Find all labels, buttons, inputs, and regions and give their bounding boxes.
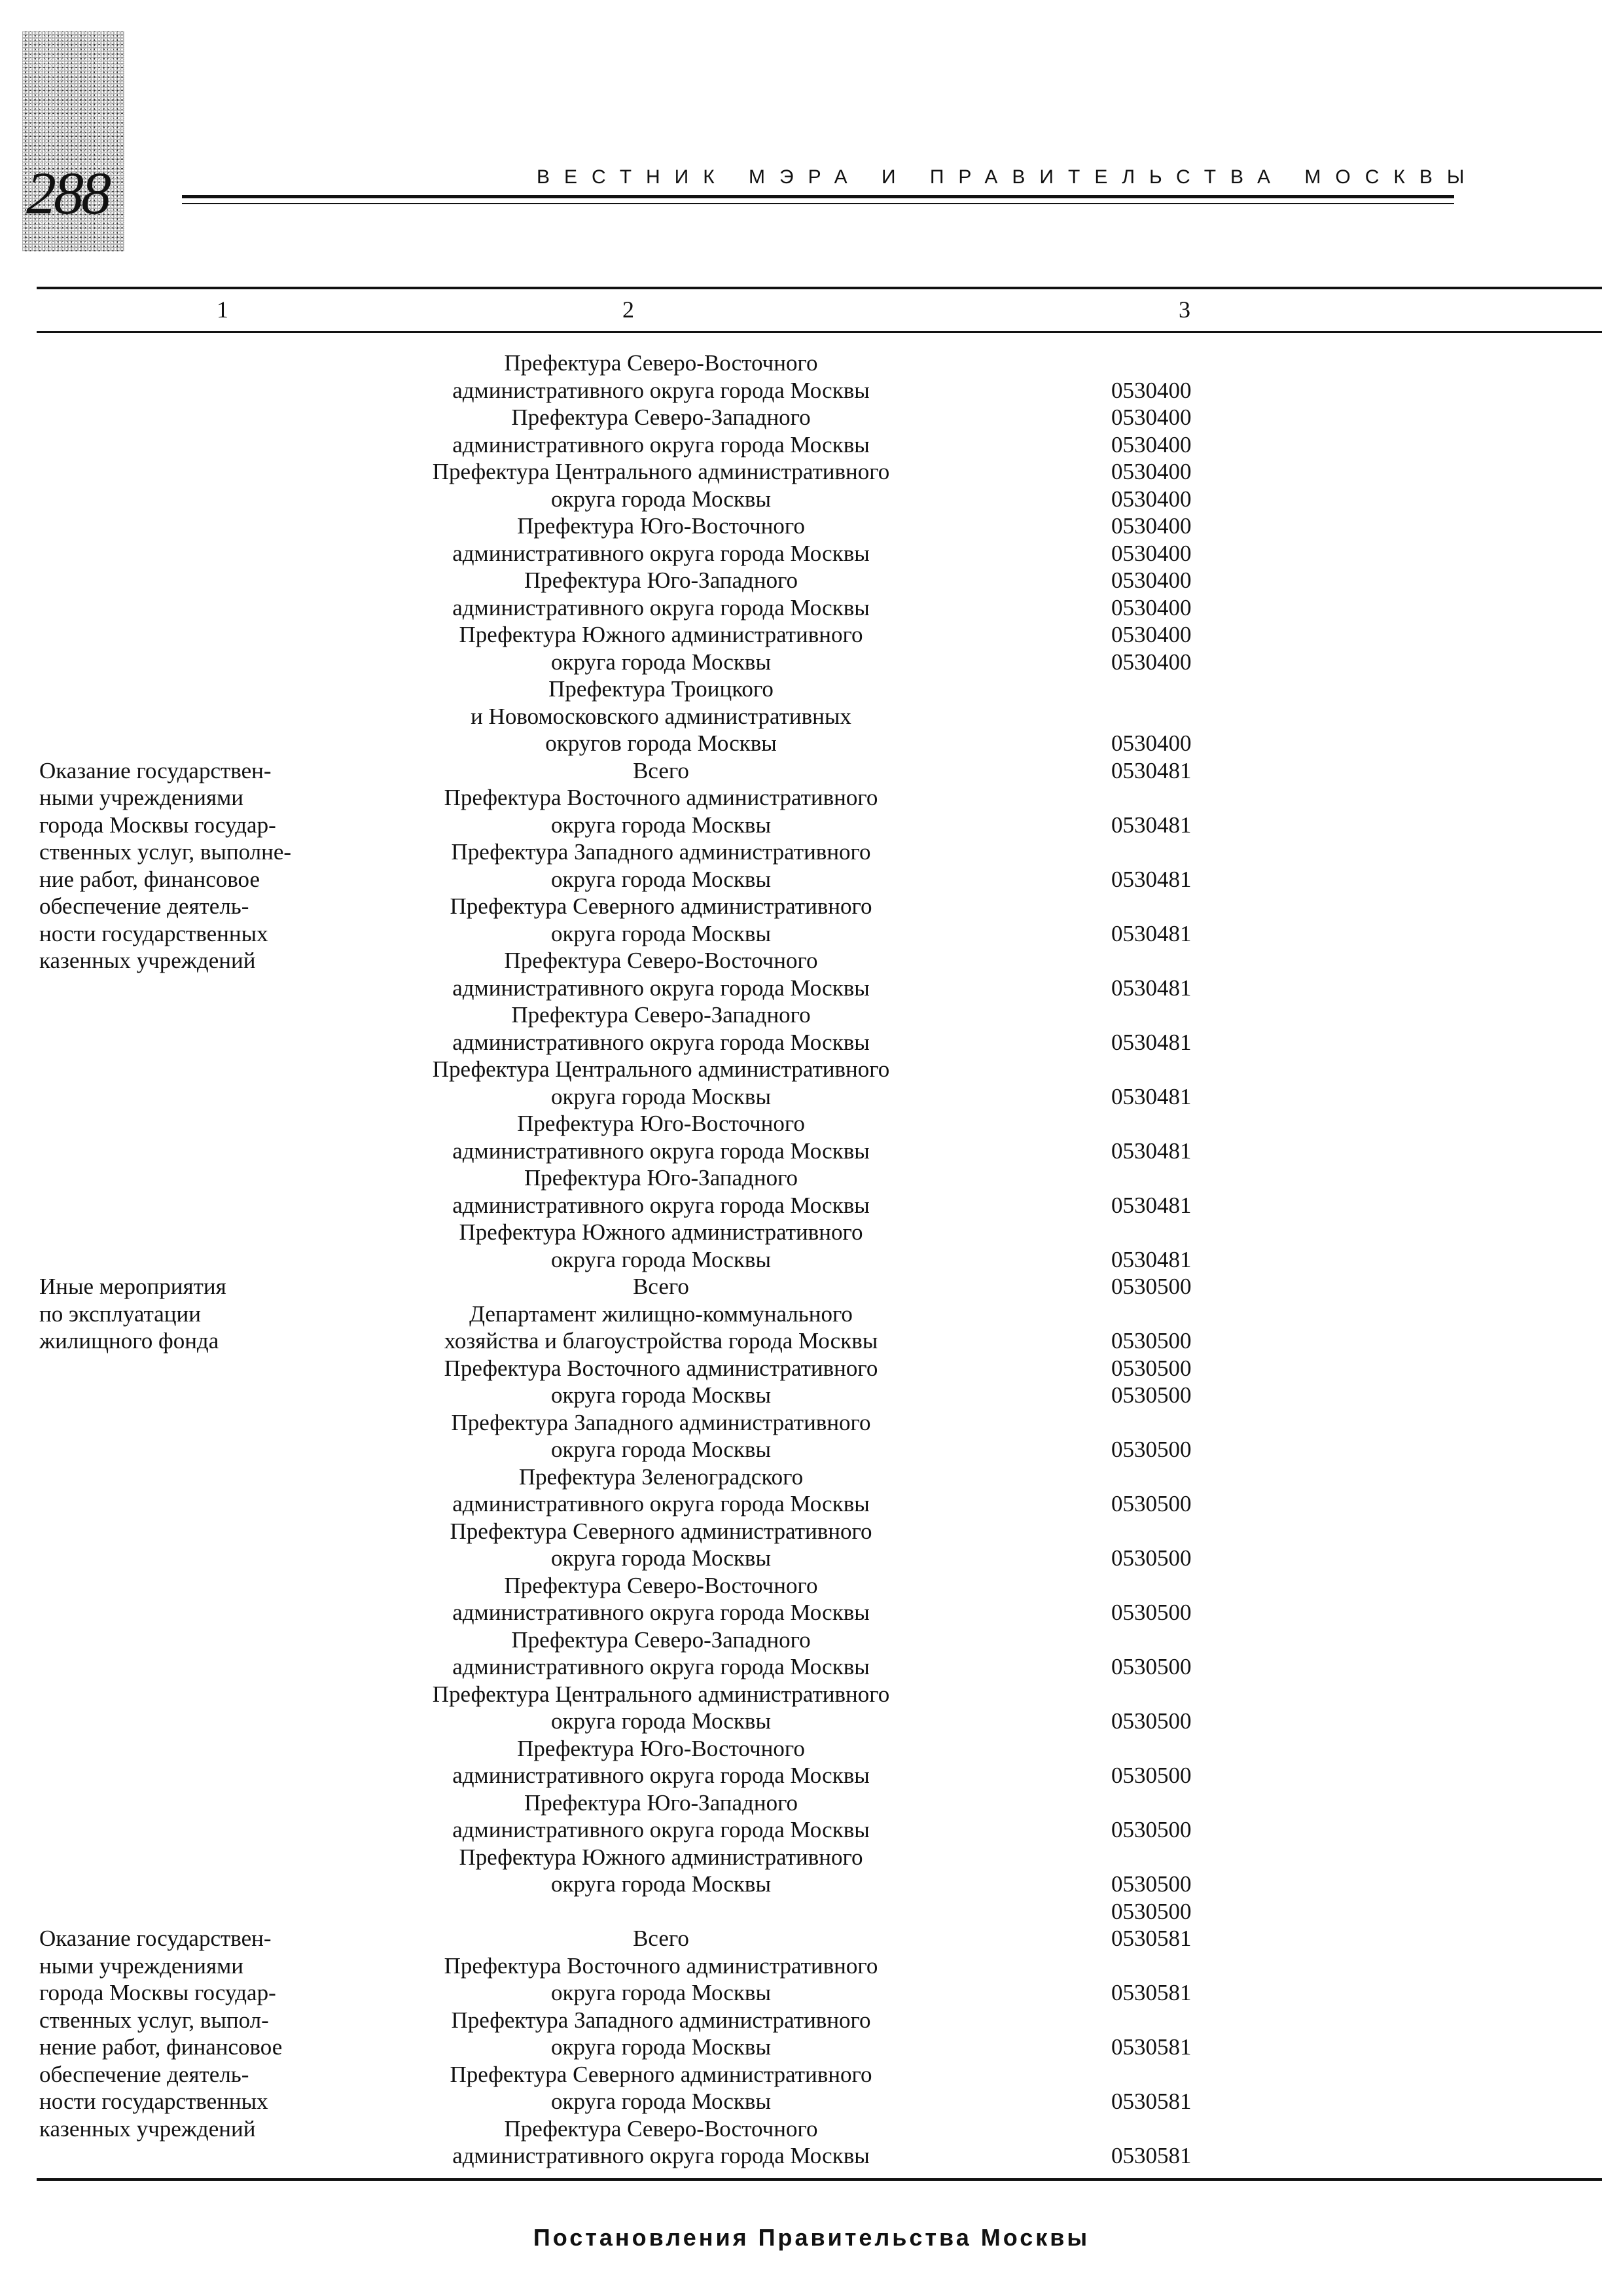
row-code-cell: 0530400 <box>1111 730 1192 756</box>
row-description-cell: города Москвы государ- <box>39 1980 276 2005</box>
row-code-cell: 0530500 <box>1111 1328 1192 1354</box>
row-code-cell: 0530400 <box>1111 622 1192 647</box>
table-row <box>39 649 1597 676</box>
row-code-cell: 0530400 <box>1111 486 1192 512</box>
row-code-cell: 0530400 <box>1111 431 1192 457</box>
row-code-cell: 0530400 <box>1111 594 1192 620</box>
row-code-cell: 0530481 <box>1111 1246 1192 1272</box>
row-description-cell: ности государственных <box>39 920 268 946</box>
row-organization-cell: округа города Москвы <box>551 2034 771 2060</box>
row-code-cell <box>1111 350 1281 377</box>
table-row <box>39 2115 1597 2143</box>
row-organization-cell: Префектура Южного административного <box>459 1219 863 1245</box>
table-row <box>39 1001 1597 1029</box>
row-organization-cell: Префектура Юго-Восточного <box>517 1735 805 1761</box>
row-organization-cell: округа города Москвы <box>551 649 771 675</box>
table-row <box>39 893 1597 920</box>
table-row <box>39 1653 1597 1681</box>
row-description-cell <box>39 540 327 567</box>
row-code-cell: 0530400 <box>1111 459 1192 484</box>
table-row <box>39 1083 1597 1111</box>
row-description-cell <box>39 594 327 622</box>
row-code-cell: 0530581 <box>1111 1980 1192 2005</box>
table-row <box>39 1681 1597 1708</box>
row-organization-cell: Префектура Северо-Западного <box>511 1626 811 1653</box>
row-organization-cell: округа города Москвы <box>551 486 771 512</box>
row-code-cell: 0530581 <box>1111 2034 1192 2060</box>
table-row <box>39 1300 1597 1328</box>
row-description-cell <box>39 1789 327 1817</box>
row-code-cell: 0530500 <box>1111 1898 1192 1924</box>
table-row <box>39 757 1597 785</box>
row-description-cell <box>39 404 327 431</box>
row-code-cell <box>1111 1110 1281 1138</box>
table-row <box>39 1844 1597 1871</box>
table-row <box>39 2142 1597 2170</box>
row-description-cell <box>39 1708 327 1735</box>
row-code-cell: 0530500 <box>1111 1817 1192 1842</box>
row-description-cell <box>39 1463 327 1491</box>
row-description-cell <box>39 1898 327 1926</box>
row-code-cell <box>1111 1735 1281 1763</box>
row-code-cell <box>1111 1952 1281 1980</box>
row-code-cell: 0530500 <box>1111 1654 1192 1679</box>
row-organization-cell: округа города Москвы <box>551 1980 771 2005</box>
table-row <box>39 621 1597 649</box>
row-code-cell: 0530481 <box>1111 1083 1192 1109</box>
row-organization-cell: округа города Москвы <box>551 2089 771 2114</box>
table-top-rule <box>37 287 1602 289</box>
row-organization-cell: административного округа города Москвы <box>452 1138 870 1164</box>
row-code-cell: 0530500 <box>1111 1708 1192 1734</box>
row-description-cell: обеспечение деятель- <box>39 893 249 919</box>
table-row <box>39 458 1597 486</box>
row-description-cell <box>39 1844 327 1871</box>
row-code-cell <box>1111 1518 1281 1545</box>
table-row <box>39 512 1597 540</box>
row-organization-cell: Префектура Зеленоградского <box>518 1463 804 1490</box>
row-code-cell: 0530500 <box>1111 1437 1192 1462</box>
row-description-cell: казенных учреждений <box>39 948 256 973</box>
row-description-cell <box>39 1518 327 1545</box>
table-row <box>39 1355 1597 1382</box>
table-row <box>39 486 1597 513</box>
row-code-cell: 0530500 <box>1111 1763 1192 1788</box>
row-organization-cell: административного округа города Москвы <box>452 2143 870 2168</box>
row-organization-cell: Префектура Центрального административного <box>432 1056 890 1082</box>
table-row <box>39 1029 1597 1056</box>
row-code-cell: 0530481 <box>1111 920 1192 946</box>
table-row <box>39 1463 1597 1491</box>
row-code-cell <box>1111 2115 1281 2143</box>
row-organization-cell: Всего <box>633 1274 689 1299</box>
row-code-cell: 0530581 <box>1111 1926 1192 1951</box>
row-description-cell: ности государственных <box>39 2089 268 2114</box>
row-code-cell <box>1111 838 1281 866</box>
row-organization-cell: округа города Москвы <box>551 1437 771 1462</box>
row-organization-cell: Префектура Северного административного <box>450 893 872 919</box>
row-organization-cell: округа города Москвы <box>551 1083 771 1109</box>
row-organization-cell: Префектура Юго-Западного <box>524 1789 798 1816</box>
row-organization-cell: округа города Москвы <box>551 866 771 892</box>
column-header-2: 2 <box>622 296 634 323</box>
table-row <box>39 1898 1597 1926</box>
row-description-cell <box>39 1029 327 1056</box>
table-row <box>39 1979 1597 2007</box>
row-organization-cell: административного округа города Москвы <box>452 1763 870 1788</box>
row-description-cell: ние работ, финансовое <box>39 866 260 892</box>
row-code-cell: 0530481 <box>1111 1138 1192 1164</box>
row-description-cell <box>39 1138 327 1165</box>
row-code-cell: 0530400 <box>1111 649 1192 675</box>
row-description-cell <box>39 649 327 676</box>
row-organization-cell: Префектура Юго-Восточного <box>517 1111 805 1136</box>
column-header-1: 1 <box>217 296 228 323</box>
row-description-cell <box>39 1219 327 1246</box>
row-description-cell <box>39 1056 327 1083</box>
table-row <box>39 350 1597 377</box>
row-organization-cell: Департамент жилищно-коммунального <box>469 1300 853 1327</box>
row-code-cell <box>1111 1219 1281 1246</box>
row-description-cell <box>39 2142 327 2170</box>
row-code-cell: 0530500 <box>1111 1382 1192 1408</box>
table-row <box>39 1056 1597 1083</box>
row-organization-cell: Префектура Центрального административного <box>432 1681 890 1707</box>
row-organization-cell: округа города Москвы <box>551 1382 771 1408</box>
table-row <box>39 1626 1597 1654</box>
row-description-cell <box>39 1626 327 1654</box>
row-organization-cell: административного округа города Москвы <box>452 540 870 566</box>
table-row <box>39 1816 1597 1844</box>
row-organization-cell: Всего <box>633 1926 689 1951</box>
row-organization-cell: Префектура Северного административного <box>450 1518 872 1544</box>
row-code-cell <box>1111 1626 1281 1654</box>
row-organization-cell: Префектура Юго-Западного <box>524 567 798 593</box>
row-description-cell: ственных услуг, выпол- <box>39 2007 269 2033</box>
row-code-cell: 0530400 <box>1111 567 1192 593</box>
footer-title: Постановления Правительства Москвы <box>533 2224 1090 2251</box>
row-organization-cell: округа города Москвы <box>551 1871 771 1897</box>
row-organization-cell: административного округа города Москвы <box>452 1817 870 1842</box>
row-description-cell <box>39 1871 327 1898</box>
row-code-cell: 0530481 <box>1111 1029 1192 1055</box>
row-description-cell: обеспечение деятель- <box>39 2061 249 2087</box>
row-organization-cell: Префектура Северо-Восточного <box>504 2115 818 2142</box>
row-organization-cell: Префектура Западного административного <box>451 839 871 865</box>
row-description-cell <box>39 567 327 594</box>
table-row <box>39 1246 1597 1274</box>
table-row <box>39 1545 1597 1572</box>
table-header-rule <box>37 331 1602 333</box>
table-row <box>39 1735 1597 1763</box>
table-row <box>39 431 1597 459</box>
row-organization-cell: административного округа города Москвы <box>452 1654 870 1679</box>
row-code-cell: 0530400 <box>1111 513 1192 539</box>
row-description-cell <box>39 431 327 459</box>
row-organization-cell: округа города Москвы <box>551 1246 771 1272</box>
row-code-cell: 0530500 <box>1111 1274 1192 1299</box>
table-row <box>39 1192 1597 1219</box>
row-organization-cell: округов города Москвы <box>545 730 777 756</box>
row-description-cell <box>39 1246 327 1274</box>
row-code-cell <box>1111 1572 1281 1600</box>
row-description-cell <box>39 1436 327 1463</box>
row-description-cell <box>39 975 327 1002</box>
row-code-cell <box>1111 893 1281 920</box>
row-code-cell <box>1111 703 1281 730</box>
table-row <box>39 812 1597 839</box>
row-description-cell <box>39 1653 327 1681</box>
table-body <box>39 350 1597 2170</box>
row-code-cell: 0530500 <box>1111 1600 1192 1625</box>
row-organization-cell: административного округа города Москвы <box>452 975 870 1001</box>
journal-title: ВЕСТНИК МЭРА И ПРАВИТЕЛЬСТВА МОСКВЫ <box>537 166 1479 188</box>
row-description-cell <box>39 1355 327 1382</box>
row-code-cell: 0530500 <box>1111 1355 1192 1381</box>
row-organization-cell: Префектура Троицкого <box>548 676 774 702</box>
table-row <box>39 2061 1597 2089</box>
row-organization-cell: Префектура Северо-Западного <box>511 404 811 430</box>
row-code-cell: 0530481 <box>1111 975 1192 1001</box>
row-code-cell <box>1111 1844 1281 1871</box>
table-row <box>39 866 1597 893</box>
row-description-cell <box>39 486 327 513</box>
row-description-cell <box>39 1110 327 1138</box>
table-row <box>39 377 1597 404</box>
row-description-cell <box>39 1192 327 1219</box>
row-description-cell <box>39 675 327 703</box>
row-description-cell <box>39 1083 327 1111</box>
table-row <box>39 1762 1597 1789</box>
table-row <box>39 730 1597 757</box>
row-code-cell <box>1111 1056 1281 1083</box>
table-row <box>39 1382 1597 1409</box>
row-description-cell: казенных учреждений <box>39 2115 256 2142</box>
table-row <box>39 2088 1597 2115</box>
table-row <box>39 675 1597 703</box>
row-code-cell <box>1111 1463 1281 1491</box>
row-organization-cell: Префектура Восточного административного <box>444 785 878 810</box>
row-organization-cell: административного округа города Москвы <box>452 431 870 457</box>
row-description-cell: нение работ, финансовое <box>39 2034 283 2060</box>
row-description-cell <box>39 350 327 377</box>
row-organization-cell: административного округа города Москвы <box>452 1192 870 1218</box>
row-description-cell <box>39 458 327 486</box>
row-code-cell: 0530400 <box>1111 404 1192 430</box>
table-row <box>39 1952 1597 1980</box>
header-rule-thin <box>182 203 1454 204</box>
row-code-cell: 0530581 <box>1111 2089 1192 2114</box>
row-description-cell <box>39 1409 327 1437</box>
row-organization-cell: административного округа города Москвы <box>452 1600 870 1625</box>
row-code-cell <box>1111 2007 1281 2034</box>
table-row <box>39 2007 1597 2034</box>
row-organization-cell: Префектура Центрального административного <box>432 459 890 484</box>
row-organization-cell: и Новомосковского административных <box>471 703 851 729</box>
table-row <box>39 947 1597 975</box>
row-code-cell <box>1111 2061 1281 2089</box>
row-description-cell <box>39 621 327 649</box>
table-row <box>39 1164 1597 1192</box>
table-row <box>39 594 1597 622</box>
table-row <box>39 1138 1597 1165</box>
row-organization-cell: Префектура Северо-Восточного <box>504 350 818 376</box>
row-organization-cell: округа города Москвы <box>551 812 771 838</box>
row-organization-cell: округа города Москвы <box>551 920 771 946</box>
row-organization-cell: Префектура Западного административного <box>451 2007 871 2033</box>
row-code-cell <box>1111 675 1281 703</box>
row-description-cell <box>39 730 327 757</box>
row-description-cell <box>39 1681 327 1708</box>
row-description-cell <box>39 1001 327 1029</box>
row-description-cell <box>39 1762 327 1789</box>
row-code-cell: 0530400 <box>1111 377 1192 403</box>
row-code-cell: 0530481 <box>1111 866 1192 892</box>
row-code-cell: 0530500 <box>1111 1545 1192 1571</box>
row-code-cell <box>1111 1789 1281 1817</box>
row-description-cell <box>39 377 327 404</box>
row-organization-cell: Префектура Северо-Восточного <box>504 1572 818 1598</box>
row-description-cell <box>39 1735 327 1763</box>
table-row <box>39 1789 1597 1817</box>
table-row <box>39 1219 1597 1246</box>
row-description-cell <box>39 1490 327 1518</box>
row-description-cell <box>39 703 327 730</box>
row-code-cell: 0530500 <box>1111 1871 1192 1897</box>
row-organization-cell: Префектура Восточного административного <box>444 1355 878 1381</box>
row-organization-cell: округа города Москвы <box>551 1545 771 1571</box>
table-row <box>39 2034 1597 2061</box>
row-code-cell <box>1111 1409 1281 1437</box>
row-code-cell <box>1111 784 1281 812</box>
table-row <box>39 975 1597 1002</box>
row-description-cell: Оказание государствен- <box>39 1926 272 1951</box>
row-organization-cell: административного округа города Москвы <box>452 1491 870 1516</box>
table-row <box>39 1273 1597 1300</box>
row-code-cell <box>1111 947 1281 975</box>
table-row <box>39 1409 1597 1437</box>
table-row <box>39 1327 1597 1355</box>
row-description-cell: ными учреждениями <box>39 785 243 810</box>
table-row <box>39 1871 1597 1898</box>
row-description-cell: Оказание государствен- <box>39 757 272 783</box>
row-description-cell <box>39 512 327 540</box>
row-organization-cell: Префектура Юго-Западного <box>524 1165 798 1191</box>
row-description-cell: города Москвы государ- <box>39 812 276 838</box>
row-description-cell: ственных услуг, выполне- <box>39 839 292 865</box>
table-row <box>39 567 1597 594</box>
row-organization-cell: административного округа города Москвы <box>452 1029 870 1055</box>
row-organization-cell: хозяйства и благоустройства города Москвы <box>444 1328 878 1354</box>
row-organization-cell: Префектура Южного административного <box>459 622 863 647</box>
table-row <box>39 838 1597 866</box>
table-row <box>39 920 1597 948</box>
row-organization-cell: Префектура Западного административного <box>451 1409 871 1435</box>
table-row <box>39 1518 1597 1545</box>
row-description-cell <box>39 1816 327 1844</box>
row-code-cell <box>1111 1001 1281 1029</box>
row-description-cell <box>39 1382 327 1409</box>
table-row <box>39 1572 1597 1600</box>
row-code-cell: 0530481 <box>1111 1192 1192 1218</box>
column-header-3: 3 <box>1179 296 1190 323</box>
header-rule <box>182 195 1454 198</box>
page-number: 288 <box>26 160 109 226</box>
row-description-cell <box>39 1164 327 1192</box>
table-row <box>39 1110 1597 1138</box>
row-organization-cell: округа города Москвы <box>551 1708 771 1734</box>
table-row <box>39 404 1597 431</box>
row-code-cell <box>1111 1164 1281 1192</box>
row-description-cell <box>39 1545 327 1572</box>
row-organization-cell: Префектура Северного административного <box>450 2061 872 2087</box>
table-row <box>39 540 1597 567</box>
row-code-cell <box>1111 1681 1281 1708</box>
row-description-cell <box>39 1599 327 1626</box>
row-description-cell: по эксплуатации <box>39 1300 201 1327</box>
table-row <box>39 703 1597 730</box>
row-organization-cell: административного округа города Москвы <box>452 377 870 403</box>
table-row <box>39 784 1597 812</box>
table-row <box>39 1708 1597 1735</box>
row-code-cell: 0530581 <box>1111 2143 1192 2168</box>
row-organization-cell: Префектура Южного административного <box>459 1844 863 1870</box>
row-organization-cell: Префектура Северо-Западного <box>511 1002 811 1028</box>
row-organization-cell: административного округа города Москвы <box>452 594 870 620</box>
table-bottom-rule <box>37 2178 1602 2181</box>
row-description-cell <box>39 1572 327 1600</box>
table-row <box>39 1436 1597 1463</box>
table-row <box>39 1599 1597 1626</box>
row-code-cell: 0530400 <box>1111 540 1192 566</box>
row-description-cell: ными учреждениями <box>39 1952 243 1979</box>
row-organization-cell: Префектура Северо-Восточного <box>504 948 818 973</box>
row-organization-cell: Всего <box>633 757 689 783</box>
row-code-cell <box>1111 1300 1281 1328</box>
row-code-cell: 0530481 <box>1111 812 1192 838</box>
row-code-cell: 0530500 <box>1111 1491 1192 1516</box>
row-description-cell: Иные мероприятия <box>39 1274 226 1299</box>
row-organization-cell: Префектура Юго-Восточного <box>517 513 805 539</box>
table-row <box>39 1490 1597 1518</box>
row-description-cell: жилищного фонда <box>39 1328 219 1354</box>
row-code-cell: 0530481 <box>1111 757 1192 783</box>
row-organization-cell <box>366 1898 955 1926</box>
row-organization-cell: Префектура Восточного административного <box>444 1952 878 1979</box>
table-row <box>39 1925 1597 1952</box>
